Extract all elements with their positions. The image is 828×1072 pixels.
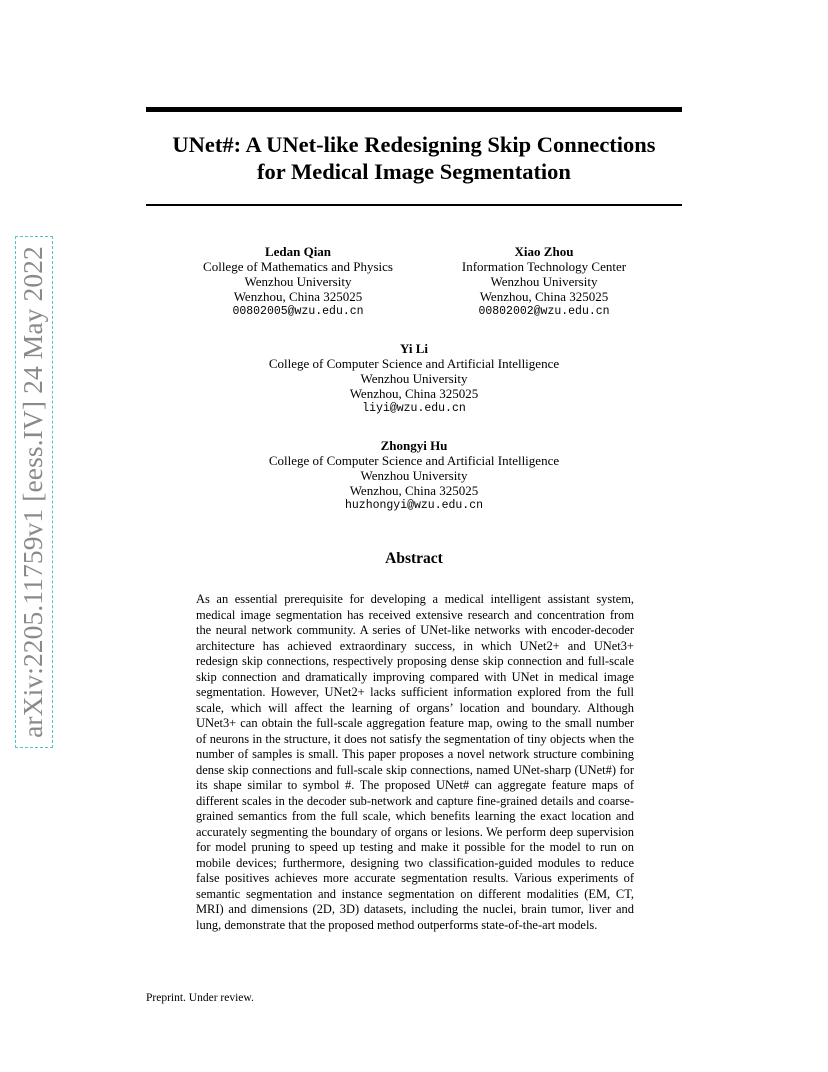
title-line-1: UNet#: A UNet-like Redesigning Skip Connections	[172, 132, 656, 157]
paper-title	[146, 131, 682, 185]
author-email[interactable]: huzhongyi@wzu.edu.cn	[344, 499, 484, 512]
author-block-zhongyi-hu	[214, 438, 614, 513]
author-name: Ledan Qian	[264, 244, 332, 259]
abstract-text: As an essential prerequisite for developing a medical intelligent assistant system, medical image segmentation has received extensive research and concentration from the neural network community. A series of UNet-like networks with encoder-decoder architecture has achieved extraordinary success, in which UNet2+ and UNet3+ redesign skip connections, respectively proposing dense skip connection and full-scale skip connection and dramatically improving compared with UNet in medical image segmentation. However, UNet2+ lacks sufficient information explored from the full scale, which will affect the learning of organs’ location and boundary. Although UNet3+ can obtain the full-scale aggregation feature map, owing to the small number of neurons in the structure, it does not satisfy the segmentation of tiny objects when the number of samples is small. This paper proposes a novel network structure combining dense skip connections and full-scale skip connections, named UNet-sharp (UNet#) for its shape similar to symbol #. The proposed UNet# can aggregate feature maps of different scales in the decoder sub-network and capture fine-grained details and coarse-grained semantics from the full scale, which benefits learning the exact location and accurately segmenting the boundary of organs or lesions. We perform deep supervision for model pruning to speed up testing and make it possible for the model to run on mobile devices; furthermore, designing two classification-guided modules to reduce false positives achieves more accurate segmentation results. Various experiments of semantic segmentation and instance segmentation on different modalities (EM, CT, MRI) and dimensions (2D, 3D) datasets, including the nuclei, brain tumor, liver and lung, demonstrate that the proposed method outperforms state-of-the-art models.	[196, 592, 634, 932]
author-city: Wenzhou, China 325025	[479, 289, 609, 304]
author-city: Wenzhou, China 325025	[349, 386, 479, 401]
author-name: Yi Li	[399, 341, 429, 356]
author-city: Wenzhou, China 325025	[233, 289, 363, 304]
author-affiliation: Information Technology Center	[461, 259, 627, 274]
title-top-rule	[146, 107, 682, 112]
author-name: Xiao Zhou	[514, 244, 574, 259]
author-email[interactable]: 00802005@wzu.edu.cn	[232, 305, 364, 318]
arxiv-identifier-stamp[interactable]: arXiv:2205.11759v1 [eess.IV] 24 May 2022	[15, 236, 53, 748]
author-affiliation: College of Computer Science and Artificial Intelligence	[268, 453, 560, 468]
author-block-yi-li	[214, 341, 614, 416]
author-email[interactable]: liyi@wzu.edu.cn	[362, 402, 466, 415]
author-university: Wenzhou University	[490, 274, 598, 289]
title-bottom-rule	[146, 204, 682, 206]
author-email[interactable]: 00802002@wzu.edu.cn	[478, 305, 610, 318]
author-name: Zhongyi Hu	[380, 438, 448, 453]
author-block-ledan-qian	[168, 244, 428, 319]
author-city: Wenzhou, China 325025	[349, 483, 479, 498]
author-block-xiao-zhou	[414, 244, 674, 319]
author-university: Wenzhou University	[360, 468, 468, 483]
author-affiliation: College of Computer Science and Artificial Intelligence	[268, 356, 560, 371]
abstract-heading: Abstract	[385, 550, 443, 567]
title-line-2: for Medical Image Segmentation	[257, 159, 571, 184]
author-affiliation: College of Mathematics and Physics	[203, 259, 393, 274]
author-university: Wenzhou University	[244, 274, 352, 289]
author-university: Wenzhou University	[360, 371, 468, 386]
footer-note: Preprint. Under review.	[146, 992, 254, 1004]
